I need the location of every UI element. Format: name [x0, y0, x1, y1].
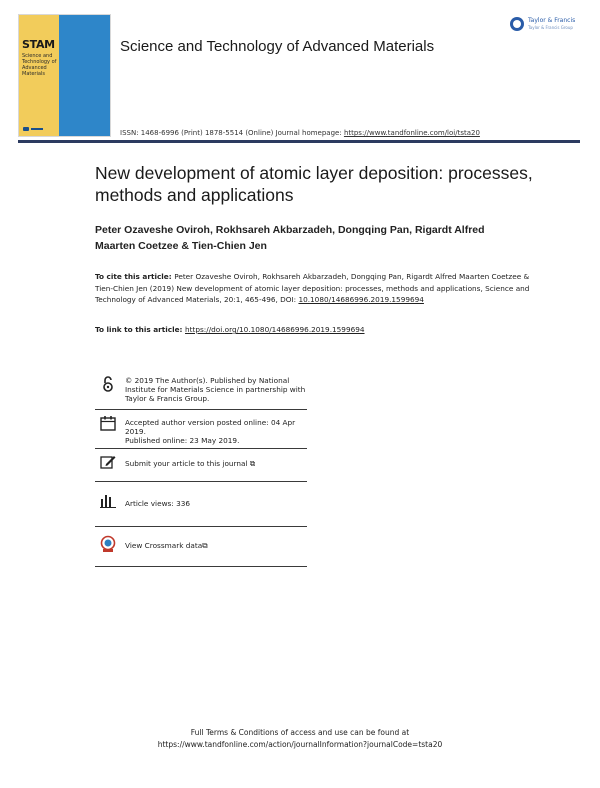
- cover-right-panel: [59, 15, 110, 136]
- footer-terms-url[interactable]: https://www.tandfonline.com/action/journalInformation?journalCode=tsta20: [157, 740, 443, 749]
- external-link-icon: ⧉: [249, 459, 256, 468]
- row-divider: [95, 526, 307, 527]
- license-text: © 2019 The Author(s). Published by National Institute for Materials Science in partnership with Taylor & Francis Group.: [125, 376, 306, 404]
- publisher-logo[interactable]: [510, 17, 590, 35]
- journal-cover-thumbnail[interactable]: [18, 14, 111, 137]
- citation-block: [95, 271, 535, 306]
- crossmark-row[interactable]: [125, 541, 310, 550]
- publisher-tagline: Taylor & Francis Group: [528, 25, 573, 30]
- publisher-name: Taylor & Francis: [528, 17, 576, 24]
- row-divider: [95, 448, 307, 449]
- publisher-logo-icon: [510, 17, 524, 31]
- article-title: New development of atomic layer deposition: processes, methods and applications: [95, 163, 533, 205]
- crossmark-link[interactable]: View Crossmark data: [125, 541, 203, 550]
- issn-line: [120, 129, 480, 137]
- cite-label: To cite this article:: [95, 272, 175, 281]
- doi-link[interactable]: 10.1080/14686996.2019.1599694: [298, 295, 424, 304]
- crossmark-icon: [99, 535, 117, 553]
- open-access-icon: [99, 375, 117, 393]
- external-link-icon: ⧉: [202, 541, 208, 550]
- cover-publisher-logo: [23, 127, 29, 131]
- cover-brand: STAM: [22, 38, 55, 51]
- footer-terms: Full Terms & Conditions of access and use can be found at: [190, 728, 410, 737]
- accepted-date: Accepted author version posted online: 04 Apr 2019.: [125, 418, 296, 437]
- cover-publisher-mark: [31, 128, 43, 130]
- submit-article-link[interactable]: Submit your article to this journal: [125, 459, 250, 468]
- article-views: Article views: 336: [125, 499, 191, 508]
- journal-title: Science and Technology of Advanced Materials: [120, 38, 435, 55]
- cover-subtitle: Science and Technology of Advanced Materials: [22, 53, 57, 77]
- calendar-icon: [99, 414, 117, 432]
- cite-text: Peter Ozaveshe Oviroh, Rokhsareh Akbarzadeh, Dongqing Pan, Rigardt Alfred Maarten Coetzee & Tien-Chien Jen (2019) New development of atomic layer deposition: processes, methods and applications, Science and Technology of Advanced Materials, 20:1, 465-496, DOI:: [95, 272, 530, 304]
- submit-article-row[interactable]: [125, 459, 310, 468]
- row-divider: [95, 481, 307, 482]
- journal-homepage-link[interactable]: https://www.tandfonline.com/loi/tsta20: [343, 129, 480, 137]
- issn-text: ISSN: 1468-6996 (Print) 1878-5514 (Online) Journal homepage:: [120, 129, 344, 137]
- link-label: To link to this article:: [95, 325, 186, 334]
- bar-chart-icon: [99, 491, 117, 509]
- published-date: Published online: 23 May 2019.: [125, 436, 240, 445]
- header-divider: [18, 140, 580, 143]
- row-divider: [95, 409, 307, 410]
- edit-icon: [99, 453, 117, 471]
- article-doi-url[interactable]: https://doi.org/10.1080/14686996.2019.1599694: [185, 325, 365, 334]
- row-divider: [95, 566, 307, 567]
- article-authors: Peter Ozaveshe Oviroh, Rokhsareh Akbarzadeh, Dongqing Pan, Rigardt Alfred Maarten Coetzee & Tien-Chien Jen: [95, 224, 485, 252]
- article-link-line: [95, 325, 535, 334]
